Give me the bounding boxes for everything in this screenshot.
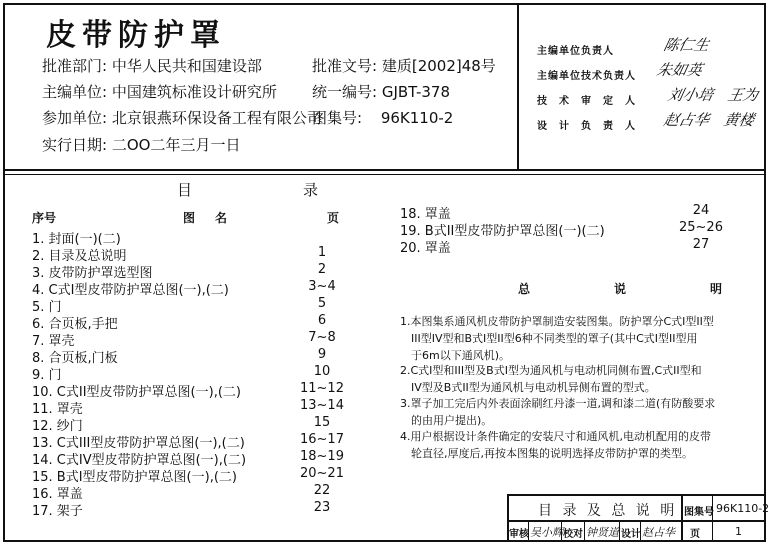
approval-doc — [312, 55, 496, 76]
participant-unit — [42, 107, 322, 128]
toc-item-title: 3. 皮带防护罩选型图 — [32, 266, 153, 281]
toc-item — [400, 203, 730, 220]
toc-item-title: 4. C式I型皮带防护罩总图(一),(二) — [32, 283, 229, 298]
signature-ink: 朱如英 — [654, 61, 704, 79]
atlas-number: 96K110-2 — [716, 502, 770, 515]
atlas-title: 皮带防护罩 — [46, 18, 226, 53]
toc-item — [32, 398, 362, 415]
toc-item-page: 3~4 — [308, 279, 336, 294]
toc-item-page: 23 — [313, 500, 331, 515]
note-line: IV型及B式II型为通风机与电动机异侧布置的型式。 — [400, 381, 656, 394]
toc-item-page: 11~12 — [300, 381, 344, 396]
toc-item-title: 20. 罩盖 — [400, 241, 451, 256]
toc-item-page: 13~14 — [300, 398, 344, 413]
toc-title: 目 录 — [177, 181, 367, 199]
note-line: 于6m以下通风机)。 — [400, 349, 511, 362]
toc-item-page: 2 — [317, 262, 327, 277]
signature-row — [537, 42, 657, 57]
atlas-no-label: 图集号: — [312, 109, 363, 127]
toc-item-title: 8. 合页板,门板 — [32, 351, 118, 366]
note-item — [400, 313, 750, 364]
note-line: III型IV型和B式I型II型6种不同类型的罩子(其中C式I型II型用 — [400, 332, 698, 345]
toc-item — [400, 237, 730, 254]
signature-role: 技 术 审 定 人 — [537, 96, 636, 107]
page-label: 页 — [690, 529, 700, 540]
signature-role: 设 计 负 责 人 — [537, 121, 636, 132]
note-line: 轮直径,厚度后,再按本图集的说明选择皮带防护罩的类型。 — [400, 447, 693, 460]
toc-item-page: 20~21 — [300, 466, 344, 481]
toc-item-title: 17. 架子 — [32, 504, 83, 519]
toc-item-page: 6 — [317, 313, 327, 328]
toc-item — [32, 500, 362, 517]
check-signature: 钟贤道 — [586, 526, 619, 539]
design-label: 设计 — [621, 529, 641, 540]
note-line: 1.本图集系通风机皮带防护罩制造安装图集。防护罩分C式I型II型 — [400, 315, 714, 328]
toc-item-page: 25~26 — [679, 220, 723, 235]
check-label: 校对 — [563, 529, 583, 540]
chief-unit-value: 中国建筑标准设计研究所 — [111, 83, 277, 101]
atlas-label: 图集号 — [684, 507, 714, 518]
title-block-divider — [619, 521, 620, 542]
page-number: 1 — [735, 525, 742, 538]
unified-no-value: GJBT-378 — [381, 83, 451, 101]
toc-item-page: 1 — [317, 245, 327, 260]
toc-item-page: 24 — [692, 203, 710, 218]
signature-ink: 陈仁生 — [661, 36, 711, 54]
note-item — [400, 395, 750, 429]
toc-item — [32, 381, 362, 398]
toc-item-title: 16. 罩盖 — [32, 487, 83, 502]
toc-col-no: 序号 — [32, 211, 57, 225]
toc-item-page: 18~19 — [300, 449, 344, 464]
review-signature: 吴小辉 — [530, 526, 563, 539]
drawing-title: 目 录 及 总 说 明 — [538, 503, 678, 519]
title-block-divider — [681, 494, 683, 542]
review-label: 审核 — [509, 529, 529, 540]
signature-role: 主编单位负责人 — [537, 46, 614, 57]
signature-row — [537, 67, 657, 82]
toc-item-title: 1. 封面(一)(二) — [32, 232, 121, 247]
toc-item-title: 11. 罩壳 — [32, 402, 83, 417]
toc-item-page: 15 — [313, 415, 331, 430]
toc-item — [32, 415, 362, 432]
toc-item — [32, 364, 362, 381]
header-divider-inner — [3, 174, 766, 175]
approval-doc-value: 建质[2002]48号 — [381, 57, 496, 75]
toc-item-title: 18. 罩盖 — [400, 207, 451, 222]
toc-item-page: 16~17 — [300, 432, 344, 447]
toc-item — [32, 228, 362, 245]
signature-row — [537, 117, 657, 132]
title-block-divider — [712, 494, 713, 542]
note-item — [400, 428, 750, 462]
design-signature: 赵占华 — [642, 526, 675, 539]
chief-unit-label: 主编单位: — [42, 83, 108, 101]
toc-item — [400, 220, 730, 237]
toc-item-title: 12. 纱门 — [32, 419, 83, 434]
note-line: 3.罩子加工完后内外表面涂刷红丹漆一道,调和漆二道(有防酸要求 — [400, 397, 716, 410]
effective-label: 实行日期: — [42, 136, 108, 154]
toc-item-title: 5. 门 — [32, 300, 62, 315]
toc-item — [32, 347, 362, 364]
toc-col-name: 图 名 — [183, 211, 232, 225]
approval-dept-value: 中华人民共和国建设部 — [111, 57, 262, 75]
unified-no-label: 统一编号: — [312, 83, 378, 101]
toc-item-title: 6. 合页板,手把 — [32, 317, 118, 332]
toc-item-page: 27 — [692, 237, 710, 252]
participant-value: 北京银燕环保设备工程有限公司 — [111, 109, 322, 127]
toc-item-title: 19. B式II型皮带防护罩总图(一)(二) — [400, 224, 605, 239]
effective-date — [42, 134, 240, 155]
toc-item — [32, 483, 362, 500]
participant-label: 参加单位: — [42, 109, 108, 127]
unified-no — [312, 81, 450, 102]
signature-ink: 刘小培 王为 — [665, 86, 760, 104]
atlas-no-value: 96K110-2 — [380, 109, 454, 127]
toc-item-title: 13. C式III型皮带防护罩总图(一),(二) — [32, 436, 245, 451]
signature-row — [537, 92, 657, 107]
toc-item-title: 10. C式II型皮带防护罩总图(一),(二) — [32, 385, 241, 400]
notes-title: 总 说 明 — [518, 282, 759, 296]
toc-item-title: 9. 门 — [32, 368, 62, 383]
note-line: 4.用户根据设计条件确定的安装尺寸和通风机,电动机配用的皮带 — [400, 430, 711, 443]
chief-unit — [42, 81, 277, 102]
approval-dept — [42, 55, 262, 76]
toc-item — [32, 296, 362, 313]
note-line: 的由用户提出)。 — [400, 414, 493, 427]
toc-item-title: 15. B式I型皮带防护罩总图(一),(二) — [32, 470, 237, 485]
header-divider — [3, 169, 766, 171]
toc-item-page: 5 — [317, 296, 327, 311]
title-block-divider — [584, 521, 585, 542]
signature-role: 主编单位技术负责人 — [537, 71, 636, 82]
toc-item — [32, 262, 362, 279]
note-line: 2.C式I型和III型及B式I型为通风机与电动机同侧布置,C式II型和 — [400, 364, 702, 377]
toc-item — [32, 466, 362, 483]
toc-item — [32, 245, 362, 262]
toc-item-page: 9 — [317, 347, 327, 362]
approval-doc-label: 批准文号: — [312, 57, 378, 75]
atlas-no — [312, 107, 453, 128]
toc-item-title: 7. 罩壳 — [32, 334, 75, 349]
toc-col-page: 页 — [327, 211, 340, 225]
effective-value: 二OO二年三月一日 — [111, 136, 241, 154]
toc-item-title: 2. 目录及总说明 — [32, 249, 127, 264]
toc-item — [32, 432, 362, 449]
approval-dept-label: 批准部门: — [42, 57, 108, 75]
signature-panel-divider — [517, 3, 519, 170]
toc-item-page: 22 — [313, 483, 331, 498]
toc-item — [32, 449, 362, 466]
signature-ink: 赵占华 黄楼 — [661, 111, 756, 129]
toc-item-title: 14. C式IV型皮带防护罩总图(一),(二) — [32, 453, 247, 468]
toc-item — [32, 313, 362, 330]
toc-item — [32, 330, 362, 347]
toc-item-page: 10 — [313, 364, 331, 379]
toc-item — [32, 279, 362, 296]
toc-item-page: 7~8 — [308, 330, 336, 345]
note-item — [400, 362, 750, 396]
